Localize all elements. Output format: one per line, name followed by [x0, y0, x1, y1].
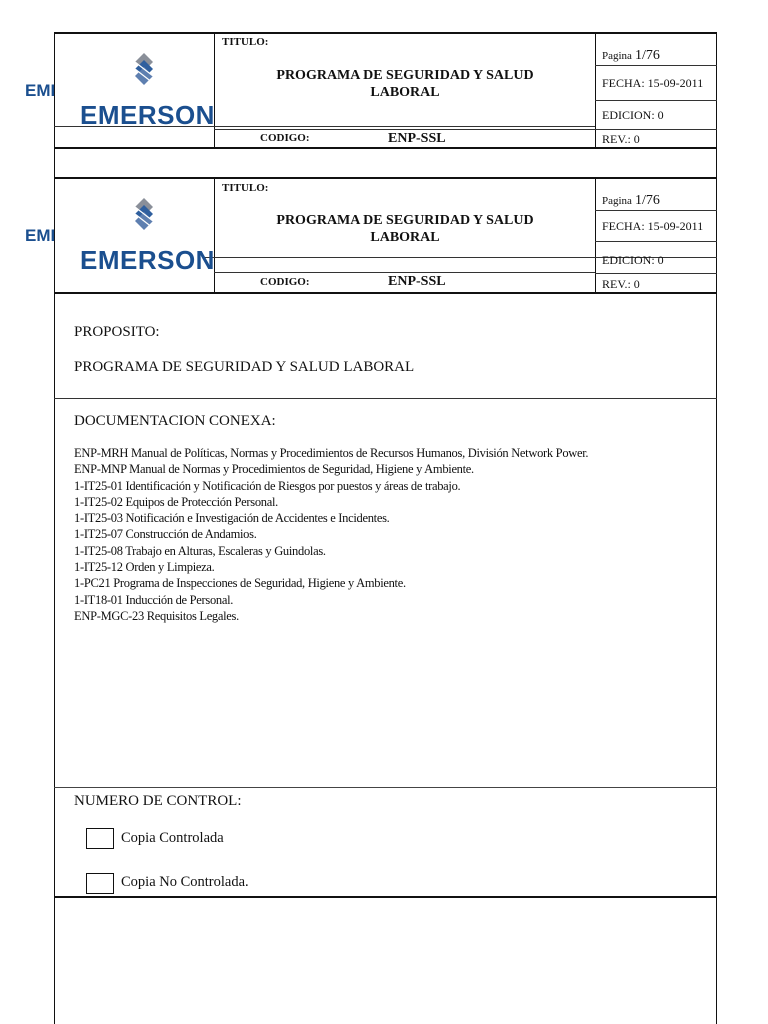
documentacion-list — [74, 445, 588, 624]
copia-no-controlada-label: Copia No Controlada. — [121, 874, 249, 890]
document-title — [214, 212, 596, 246]
emerson-logo-text: EMERSON — [80, 100, 215, 130]
pagina-cell — [602, 193, 660, 209]
pagina-value: 1/76 — [634, 48, 660, 63]
document-title — [214, 67, 596, 101]
control-label: NUMERO DE CONTROL: — [74, 793, 242, 809]
header-rule — [595, 65, 717, 66]
header-top-border — [54, 177, 717, 179]
header-rule — [595, 129, 717, 130]
section-divider — [54, 398, 717, 399]
codigo-value: ENP-SSL — [388, 274, 446, 289]
list-item: 1-PC21 Programa de Inspecciones de Seguridad, Higiene y Ambiente. — [74, 576, 406, 591]
list-item: 1-IT25-07 Construcción de Andamios. — [74, 527, 257, 542]
title-line: PROGRAMA DE SEGURIDAD Y SALUD — [276, 68, 534, 83]
list-item: ENP-MGC-23 Requisitos Legales. — [74, 608, 239, 623]
header-rule — [595, 100, 717, 101]
title-line: LABORAL — [370, 230, 440, 245]
document-header — [54, 32, 717, 150]
codigo-label: CODIGO: — [260, 276, 310, 288]
header-bottom-border — [54, 292, 717, 294]
documentacion-label: DOCUMENTACION CONEXA: — [74, 413, 276, 429]
rev-cell: REV.: 0 — [602, 277, 640, 291]
emerson-logo-icon — [131, 197, 157, 231]
header-rule — [595, 241, 717, 242]
fecha-cell: FECHA: 15-09-2011 — [602, 76, 704, 90]
header-top-border — [54, 32, 717, 34]
titulo-label: TITULO: — [222, 36, 269, 48]
pagina-label: Pagina — [602, 195, 632, 207]
list-item: 1-IT25-08 Trabajo en Alturas, Escaleras y Guindolas. — [74, 543, 326, 558]
document-header — [54, 177, 717, 295]
header-rule — [595, 210, 717, 211]
edicion-cell: EDICION: 0 — [602, 253, 664, 267]
emerson-logo-text: EMERSON — [80, 245, 215, 275]
emerson-logo-icon — [131, 52, 157, 86]
proposito-text: PROGRAMA DE SEGURIDAD Y SALUD LABORAL — [74, 359, 415, 375]
header-bottom-border — [54, 147, 717, 149]
list-item: 1-IT25-03 Notificación e Investigación de Accidentes e Incidentes. — [74, 511, 390, 526]
codigo-value: ENP-SSL — [388, 131, 446, 146]
list-item: 1-IT25-12 Orden y Limpieza. — [74, 560, 215, 575]
list-item: 1-IT18-01 Inducción de Personal. — [74, 592, 234, 607]
section-divider — [54, 787, 717, 788]
copia-controlada-label: Copia Controlada — [121, 830, 224, 846]
title-line: LABORAL — [370, 85, 440, 100]
list-item: 1-IT25-02 Equipos de Protección Personal. — [74, 494, 278, 509]
rev-cell: REV.: 0 — [602, 132, 640, 146]
list-item: ENP-MRH Manual de Políticas, Normas y Procedimientos de Recursos Humanos, División Network Power. — [74, 446, 589, 460]
logo-fragment: EMI — [25, 81, 56, 100]
header-rule — [214, 129, 595, 130]
header-rule — [595, 273, 717, 274]
edicion-cell: EDICION: 0 — [602, 108, 664, 122]
header-rule — [214, 272, 595, 273]
list-item: ENP-MNP Manual de Normas y Procedimientos de Seguridad, Higiene y Ambiente. — [74, 462, 474, 477]
pagina-value: 1/76 — [634, 193, 660, 208]
codigo-label: CODIGO: — [260, 132, 310, 144]
pagina-label: Pagina — [602, 50, 632, 62]
logo-fragment: EMI — [25, 226, 56, 245]
copia-no-controlada-checkbox[interactable] — [86, 873, 114, 894]
fecha-cell: FECHA: 15-09-2011 — [602, 219, 704, 233]
list-item: 1-IT25-01 Identificación y Notificación de Riesgos por puestos y áreas de trabajo. — [74, 478, 461, 493]
proposito-label: PROPOSITO: — [74, 324, 160, 340]
title-line: PROGRAMA DE SEGURIDAD Y SALUD — [276, 213, 534, 228]
titulo-label: TITULO: — [222, 182, 269, 194]
section-divider — [54, 896, 717, 898]
copia-controlada-checkbox[interactable] — [86, 828, 114, 849]
pagina-cell — [602, 48, 660, 64]
